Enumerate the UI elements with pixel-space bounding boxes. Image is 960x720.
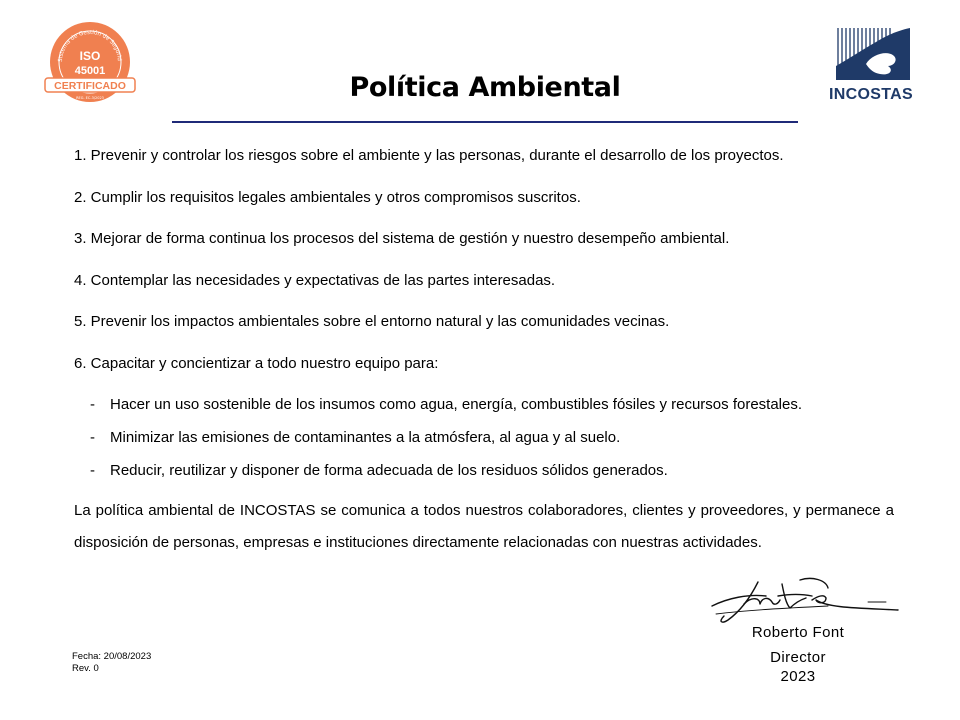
footer-date: Fecha: 20/08/2023 xyxy=(72,651,152,662)
document-footer xyxy=(72,651,151,675)
title-underline xyxy=(172,121,798,123)
closing-paragraph: La política ambiental de INCOSTAS se comunica a todos nuestros colaboradores, clientes y proveedores, y permanece a disposición de personas, empresas e instituciones directamente relacionadas con nuestras actividades. xyxy=(74,502,894,551)
incostas-logo-mark xyxy=(836,28,910,82)
seal-iso-text: ISO xyxy=(79,49,101,63)
policy-item-3: 3. Mejorar de forma continua los procesos del sistema de gestión y nuestro desempeño ambiental. xyxy=(74,230,730,247)
policy-content xyxy=(74,146,894,559)
seal-ring-text: Sistema de Gestión de Segurid xyxy=(57,29,123,63)
incostas-logo xyxy=(822,28,920,104)
policy-item-2: 2. Cumplir los requisitos legales ambientales y otros compromisos suscritos. xyxy=(74,188,581,206)
seal-certificado-text: CERTIFICADO xyxy=(54,80,126,92)
policy-item-1: 1. Prevenir y controlar los riesgos sobre el ambiente y las personas, durante el desarrollo de los proyectos. xyxy=(74,147,784,164)
page-title: Política Ambiental xyxy=(349,72,621,103)
footer-revision: Rev. 0 xyxy=(72,663,99,674)
policy-item-4: 4. Contemplar las necesidades y expectativas de las partes interesadas. xyxy=(74,271,556,289)
sub-item-text: Minimizar las emisiones de contaminantes a la atmósfera, al agua y al suelo. xyxy=(110,429,621,446)
signer-name: Roberto Font xyxy=(751,624,845,641)
iso-45001-certified-seal xyxy=(40,20,140,106)
incostas-logo-text: INCOSTAS xyxy=(829,86,913,103)
policy-sub-item-2 xyxy=(74,428,894,448)
seal-number-text: 45001 xyxy=(74,65,106,77)
director-signature xyxy=(708,574,904,630)
signer-role: Director xyxy=(770,649,826,666)
policy-item-6: 6. Capacitar y concientizar a todo nuestro equipo para: xyxy=(74,354,439,372)
sub-item-dash: - xyxy=(90,462,95,479)
policy-item-5: 5. Prevenir los impactos ambientales sobre el entorno natural y las comunidades vecinas. xyxy=(74,313,670,330)
sub-item-text: Reducir, reutilizar y disponer de forma adecuada de los residuos sólidos generados. xyxy=(110,462,668,479)
sub-item-text: Hacer un uso sostenible de los insumos como agua, energía, combustibles fósiles y recursos forestales. xyxy=(110,396,803,413)
policy-sub-item-3 xyxy=(74,461,894,481)
sub-item-dash: - xyxy=(90,396,95,413)
policy-sub-item-1 xyxy=(74,395,894,415)
seal-small-text: REG. EC-3/2023 xyxy=(76,96,104,100)
signer-year: 2023 xyxy=(780,668,816,685)
sub-item-dash: - xyxy=(90,429,95,446)
